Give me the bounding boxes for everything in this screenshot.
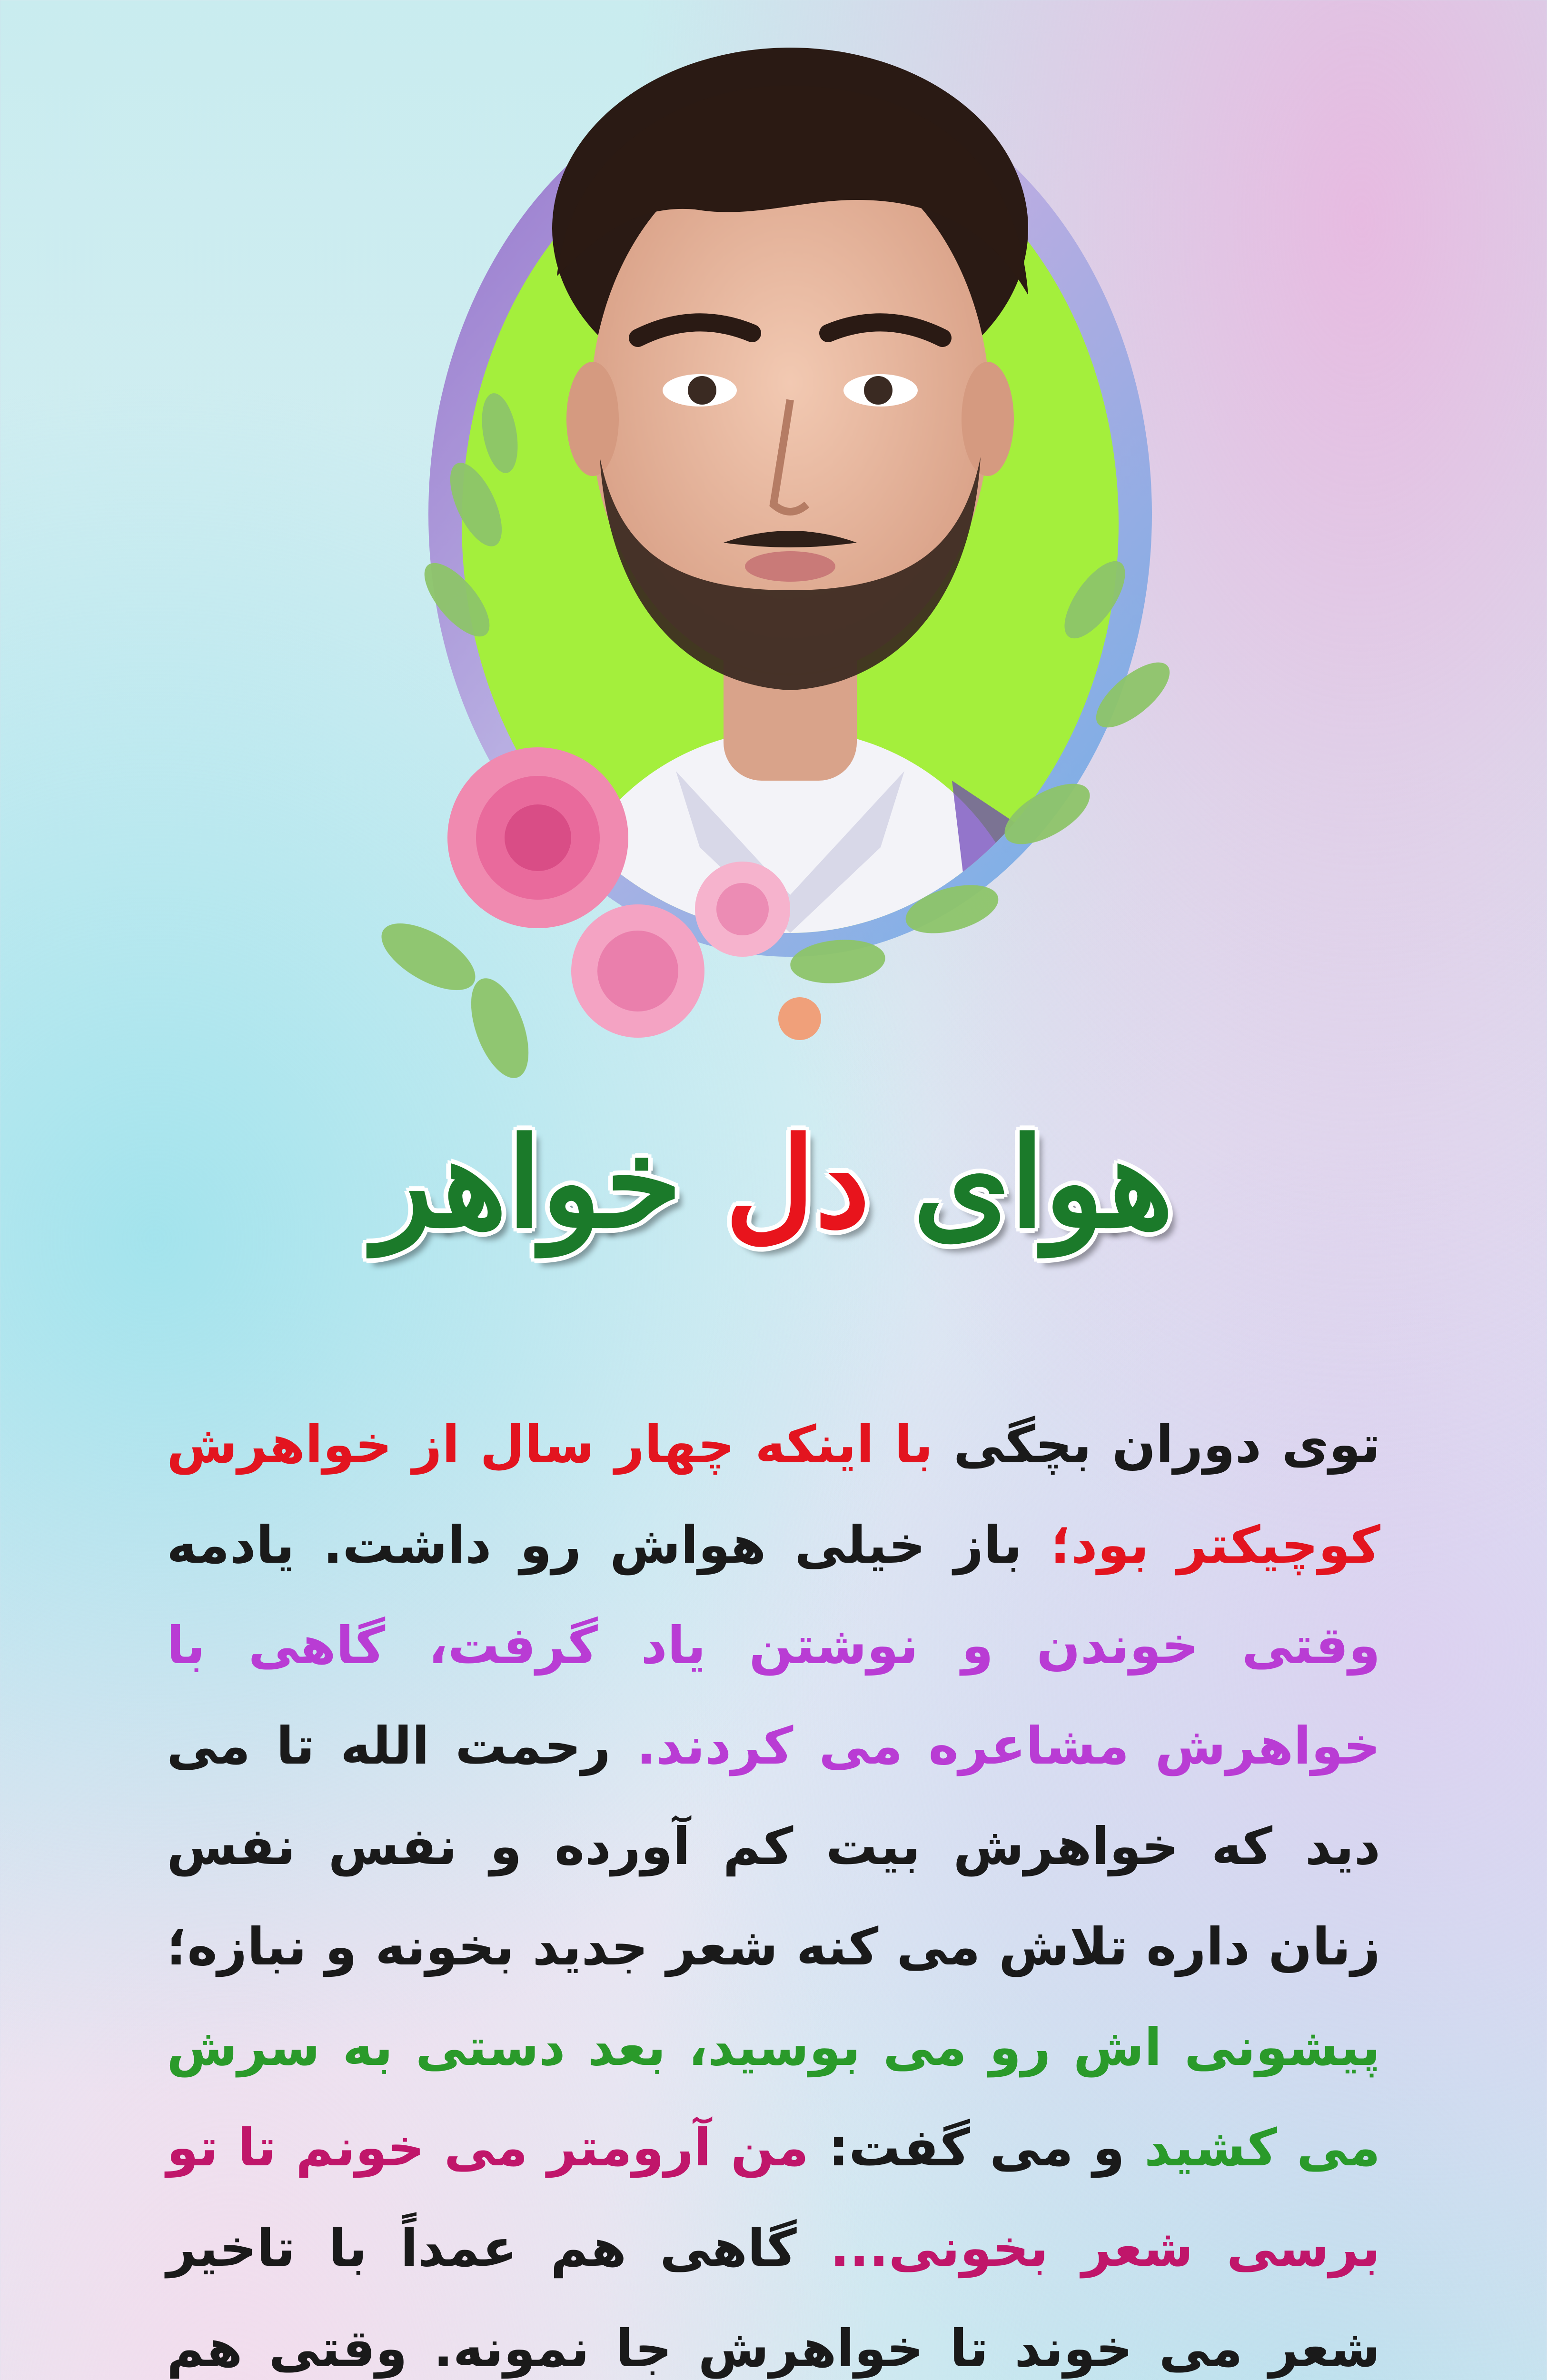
title-word-1: هوای — [913, 1111, 1174, 1256]
text-segment: رحمت الله تا می دید که خواهرش بیت کم آورده و نفس نفس زنان داره تلاش می کنه شعر جدید بخونه و نبازه؛ — [167, 1716, 1380, 1977]
text-segment: گاهی هم عمداً با تاخیر شعر می خوند تا خواهرش جا نمونه. وقتی هم — [167, 2219, 1380, 2379]
highlight-magenta: من آرومتر می خونم تا تو برسی شعر بخونی... — [167, 2118, 1380, 2278]
portrait-frame — [333, 29, 1238, 1100]
memoir-paragraph — [167, 1395, 1380, 2380]
text-segment: توی دوران بچگی — [933, 1415, 1381, 1475]
page-title — [0, 1109, 1547, 1258]
highlight-green: پیشونی اش رو می بوسید، بعد دستی به سرش می کشید — [167, 2018, 1381, 2178]
title-word-2: دل — [724, 1111, 870, 1256]
highlight-red: با اینکه چهار سال از خواهرش کوچیکتر بود؛ — [167, 1415, 1380, 1575]
title-word-3: خواهر — [373, 1111, 682, 1256]
text-segment: باز خیلی هواش رو داشت. یادمه — [167, 1516, 1051, 1575]
portrait-illustration — [333, 29, 1238, 1100]
highlight-purple: وقتی خوندن و نوشتن یاد گرفت، گاهی با خواهرش مشاعره می کردند. — [167, 1616, 1380, 1776]
text-segment: و می گفت: — [809, 2118, 1144, 2178]
